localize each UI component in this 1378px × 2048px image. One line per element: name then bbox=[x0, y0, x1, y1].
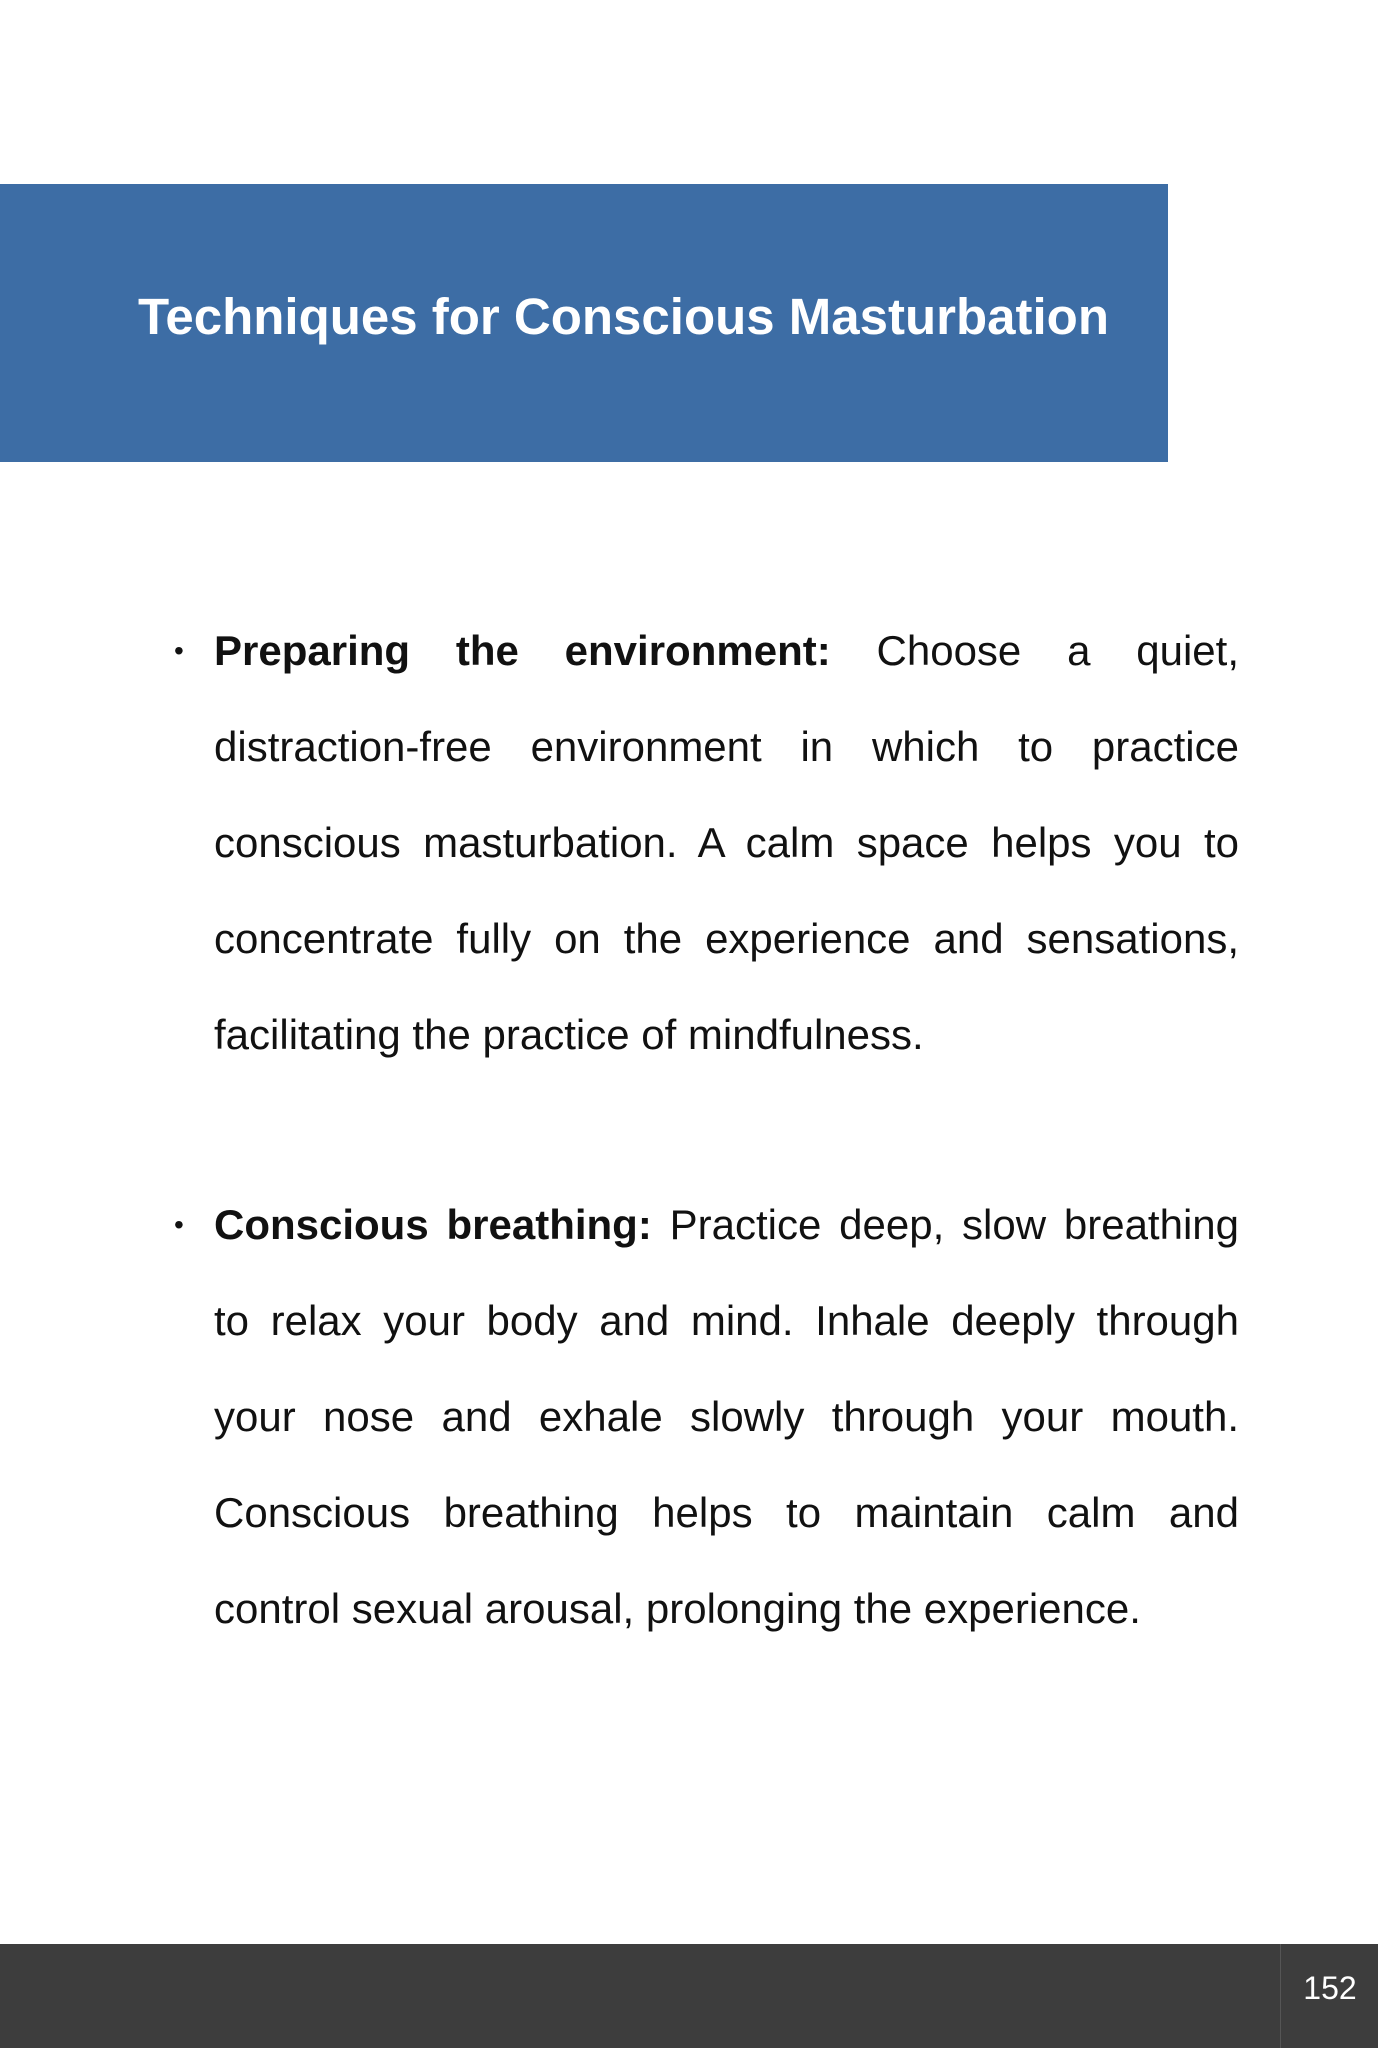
page-number: 152 bbox=[1303, 1970, 1357, 2006]
page-title: Techniques for Conscious Masturbation bbox=[138, 288, 1109, 345]
bullet-term: Conscious breathing: bbox=[214, 1201, 652, 1248]
bullet-text: Practice deep, slow breathing to relax your body and mind. Inhale deeply through your nose and exhale slowly through your mouth. Conscious breathing helps to maintain calm and control sexual arousal, prolonging the experience. bbox=[214, 1201, 1240, 1632]
page-number-box bbox=[1280, 1944, 1378, 2048]
bullet-icon: • bbox=[174, 635, 184, 666]
bullet-term: Preparing the environment: bbox=[214, 627, 831, 674]
footer-bar bbox=[0, 1944, 1378, 2048]
list-item bbox=[174, 1177, 1240, 1657]
bullet-text: Choose a quiet, distraction-free environment in which to practice conscious masturbation. A calm space helps you to concentrate fully on the experience and sensations, facilitating the practice of mindfulness. bbox=[214, 627, 1239, 1058]
bullet-icon: • bbox=[174, 1209, 184, 1240]
list-item bbox=[174, 603, 1239, 1083]
